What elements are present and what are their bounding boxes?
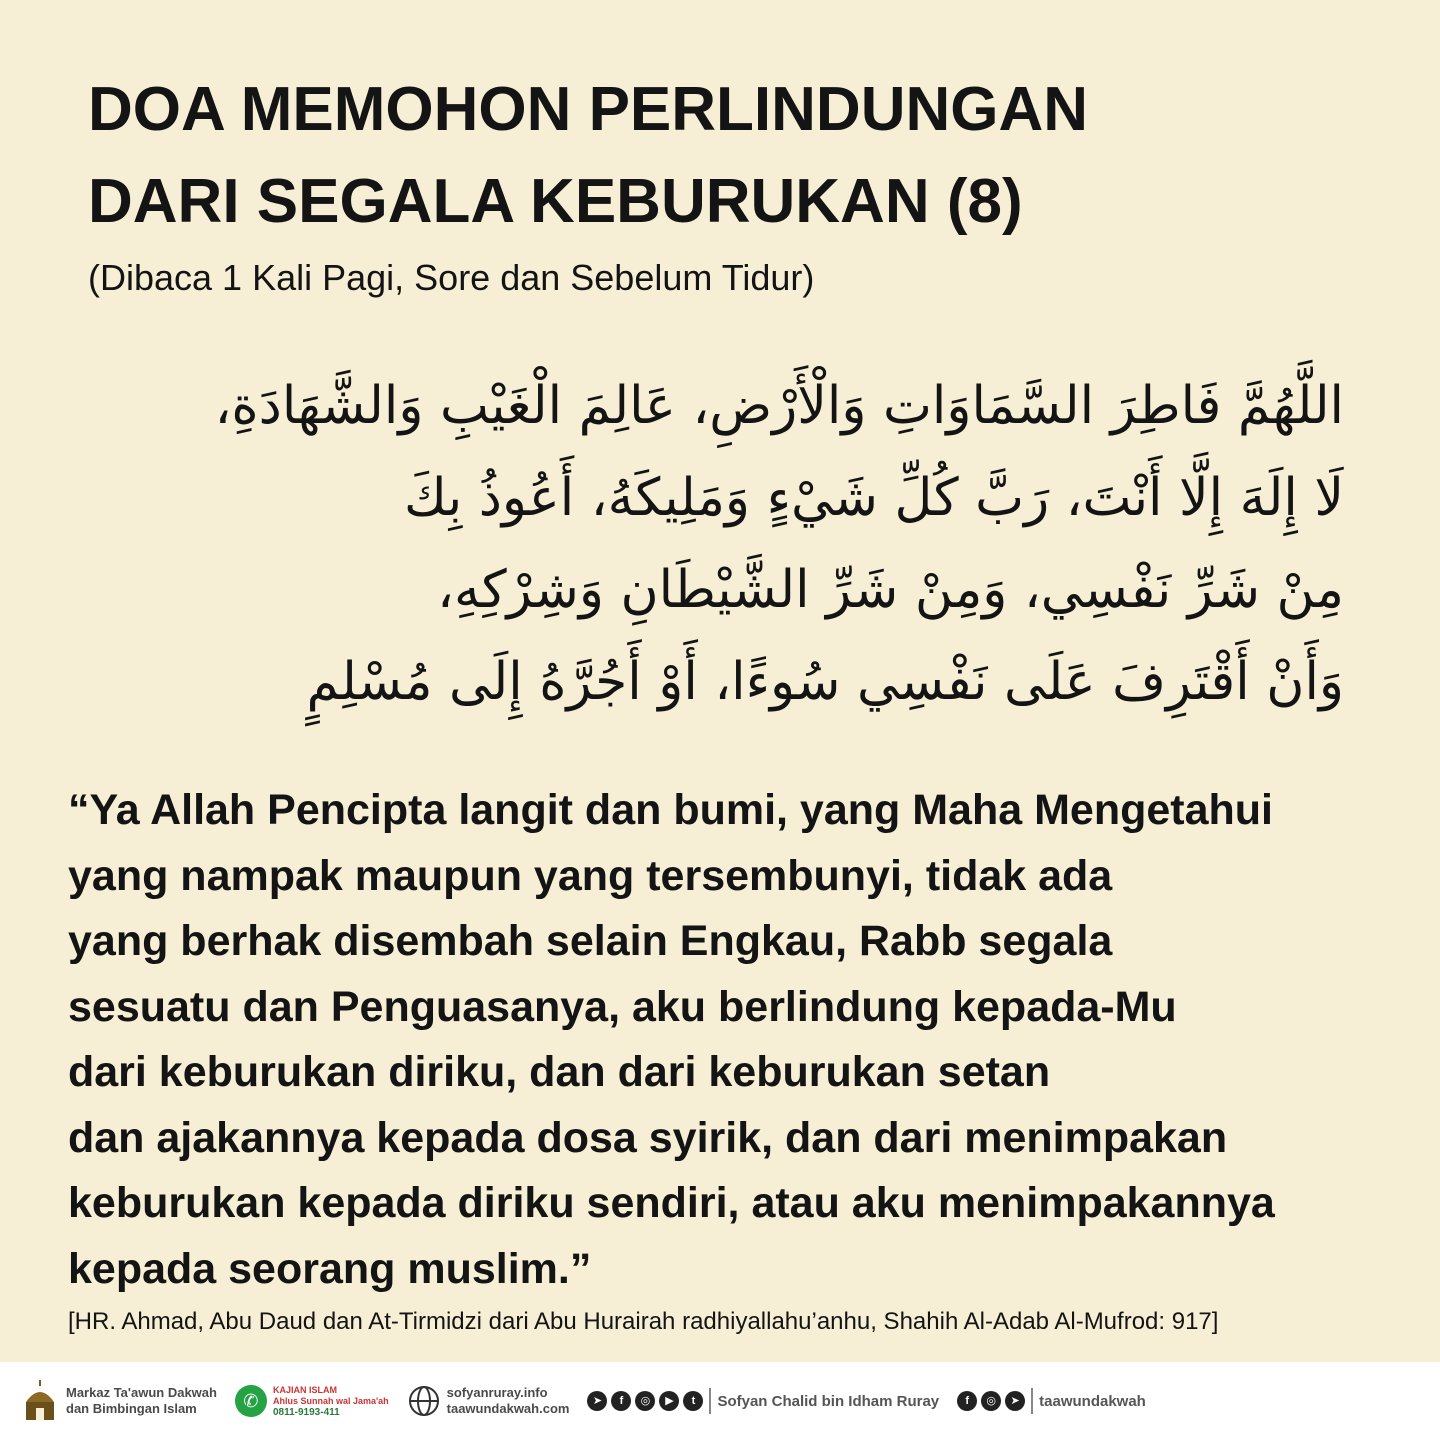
social-icons xyxy=(587,1391,703,1411)
footer-bar xyxy=(0,1362,1440,1440)
org-logo-group xyxy=(20,1378,217,1424)
social-icons xyxy=(957,1391,1025,1411)
title-line-2: DARI SEGALA KEBURUKAN (8) xyxy=(88,167,1023,236)
translation-line: yang berhak disembah selain Engkau, Rabb segala xyxy=(68,917,1113,965)
instagram-icon[interactable]: ◎ xyxy=(981,1391,1001,1411)
translation-line: keburukan kepada diriku sendiri, atau aku menimpakannya xyxy=(68,1179,1275,1227)
org-name xyxy=(66,1385,217,1417)
translation-line: “Ya Allah Pencipta langit dan bumi, yang Maha Mengetahui xyxy=(68,786,1273,834)
org-name-line: Markaz Ta'awun Dakwah xyxy=(66,1385,217,1400)
facebook-icon[interactable]: f xyxy=(611,1391,631,1411)
title-line-1: DOA MEMOHON PERLINDUNGAN xyxy=(88,75,1089,144)
website-group xyxy=(407,1384,570,1418)
translation-line: kepada seorang muslim.” xyxy=(68,1244,592,1293)
arabic-line: وَأَنْ أَقْتَرِفَ عَلَى نَفْسِي سُوءًا، أَوْ أَجُرَّهُ إِلَى مُسْلِمٍ xyxy=(306,652,1344,712)
translation-line: dan ajakannya kepada dosa syirik, dan dari menimpakan xyxy=(68,1113,1228,1162)
translation xyxy=(68,778,1398,1302)
arabic-line: اللَّهُمَّ فَاطِرَ السَّمَاوَاتِ وَالْأَرْضِ، عَالِمَ الْغَيْبِ وَالشَّهَادَةِ، xyxy=(214,376,1344,436)
social-group-2 xyxy=(957,1388,1146,1414)
account-name: taawundakwah xyxy=(1039,1392,1146,1410)
twitter-icon[interactable]: t xyxy=(683,1391,703,1411)
author-name: Sofyan Chalid bin Idham Ruray xyxy=(717,1392,940,1410)
facebook-icon[interactable]: f xyxy=(957,1391,977,1411)
instagram-icon[interactable]: ◎ xyxy=(635,1391,655,1411)
translation-line: dari keburukan diriku, dan dari keburukan setan xyxy=(68,1048,1051,1096)
telegram-icon[interactable]: ➤ xyxy=(587,1391,607,1411)
youtube-icon[interactable]: ▶ xyxy=(659,1391,679,1411)
website-link[interactable]: sofyanruray.info xyxy=(446,1385,548,1400)
whatsapp-title: KAJIAN ISLAM xyxy=(272,1384,337,1395)
website-link[interactable]: taawundakwah.com xyxy=(446,1401,570,1416)
hadith-reference: [HR. Ahmad, Abu Daud dan At-Tirmidzi dari Abu Hurairah radhiyallahu’anhu, Shahih Al-Adab Al-Mufrod: 917] xyxy=(68,1308,1219,1335)
whatsapp-subtitle: Ahlus Sunnah wal Jama'ah xyxy=(272,1395,389,1406)
org-name-line: dan Bimbingan Islam xyxy=(66,1401,197,1416)
social-group-1 xyxy=(587,1388,939,1414)
whatsapp-info xyxy=(273,1385,389,1418)
mosque-logo-icon xyxy=(20,1378,60,1424)
page-title xyxy=(88,64,1388,248)
divider xyxy=(709,1388,711,1414)
arabic-line: مِنْ شَرِّ نَفْسِي، وَمِنْ شَرِّ الشَّيْطَانِ وَشِرْكِهِ، xyxy=(437,560,1344,620)
translation-line: sesuatu dan Penguasanya, aku berlindung kepada-Mu xyxy=(68,982,1177,1031)
subtitle: (Dibaca 1 Kali Pagi, Sore dan Sebelum Tidur) xyxy=(88,257,815,298)
arabic-prayer xyxy=(104,360,1344,728)
whatsapp-number: 0811-9193-411 xyxy=(272,1406,340,1418)
translation-line: yang nampak maupun yang tersembunyi, tidak ada xyxy=(68,851,1113,900)
arabic-line: لَا إِلَهَ إِلَّا أَنْتَ، رَبَّ كُلِّ شَيْءٍ وَمَلِيكَهُ، أَعُوذُ بِكَ xyxy=(403,468,1344,528)
website-list xyxy=(447,1385,570,1417)
divider xyxy=(1031,1388,1033,1414)
telegram-icon[interactable]: ➤ xyxy=(1005,1391,1025,1411)
whatsapp-group xyxy=(235,1385,389,1418)
globe-icon xyxy=(407,1384,441,1418)
whatsapp-icon: ✆ xyxy=(235,1385,267,1417)
